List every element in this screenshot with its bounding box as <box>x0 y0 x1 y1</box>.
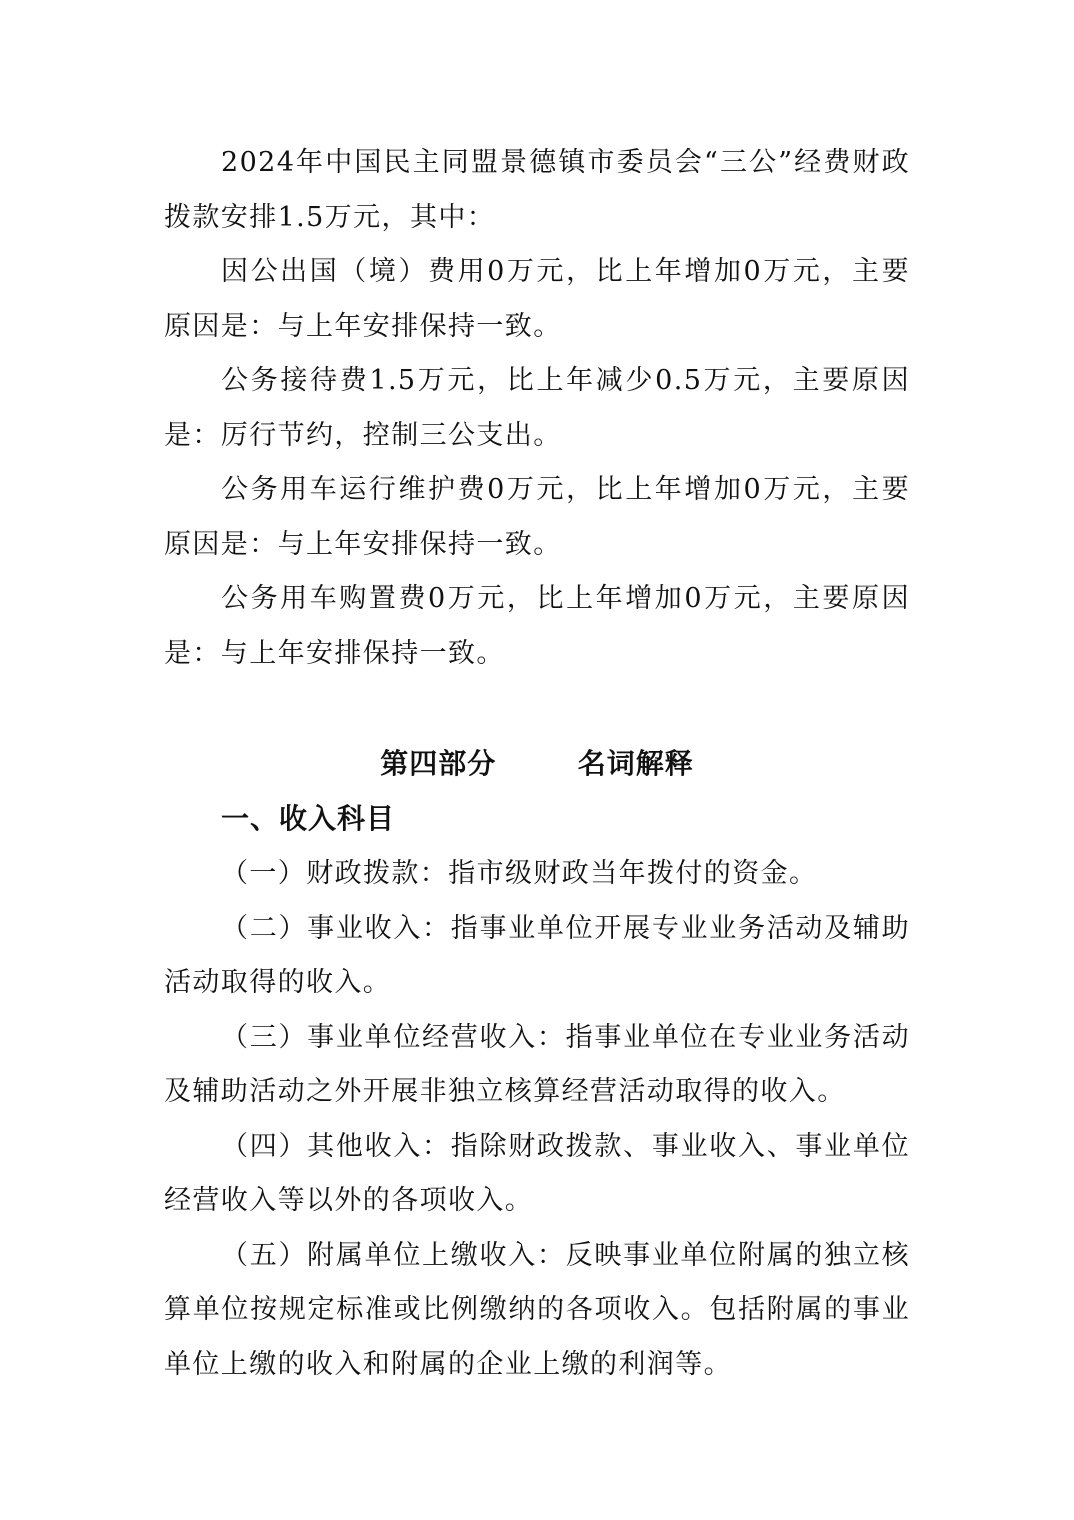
definition-operating-income: （三）事业单位经营收入：指事业单位在专业业务活动及辅助活动之外开展非独立核算经营活动取得的收入。 <box>164 1021 910 1107</box>
vehicle-maintenance-paragraph: 公务用车运行维护费0万元，比上年增加0万元，主要原因是：与上年安排保持一致。 <box>164 474 910 560</box>
intro-summary-paragraph: 2024年中国民主同盟景德镇市委员会“三公”经费财政拨款安排1.5万元，其中： <box>164 147 910 233</box>
definition-other-income: （四）其他收入：指除财政拨款、事业收入、事业单位经营收入等以外的各项收入。 <box>164 1130 910 1216</box>
section-title: 第四部分 名词解释 <box>380 747 694 780</box>
definition-business-income: （二）事业收入：指事业单位开展专业业务活动及辅助活动取得的收入。 <box>164 912 910 998</box>
reception-expense-paragraph: 公务接待费1.5万元，比上年减少0.5万元，主要原因是：厉行节约，控制三公支出。 <box>164 365 910 451</box>
definition-affiliate-remittance: （五）附属单位上缴收入：反映事业单位附属的独立核算单位按规定标准或比例缴纳的各项收入。包括附属的事业单位上缴的收入和附属的企业上缴的利润等。 <box>164 1239 910 1380</box>
section-spacer <box>164 681 910 737</box>
section-subtitle: 一、收入科目 <box>221 802 396 835</box>
definition-fiscal-appropriation: （一）财政拨款：指市级财政当年拨付的资金。 <box>221 858 818 889</box>
overseas-travel-paragraph: 因公出国（境）费用0万元，比上年增加0万元，主要原因是：与上年安排保持一致。 <box>164 256 910 342</box>
vehicle-purchase-paragraph: 公务用车购置费0万元，比上年增加0万元，主要原因是：与上年安排保持一致。 <box>164 583 910 669</box>
